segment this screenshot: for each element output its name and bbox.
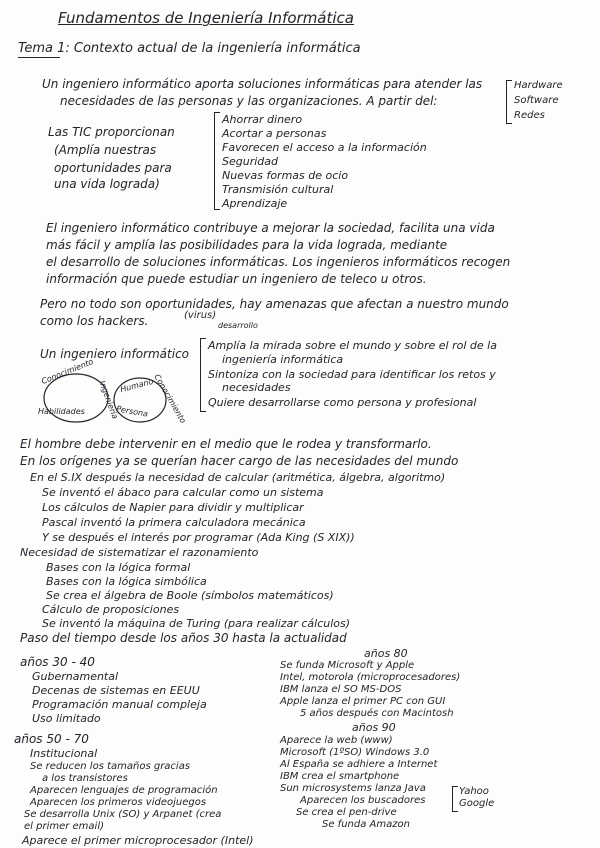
- decade-line: Se funda Amazon: [322, 819, 410, 830]
- engineer-point: Quiere desarrollarse como persona y profesional: [208, 396, 477, 409]
- decade-line: Sun microsystems lanza Java: [280, 783, 426, 794]
- decade-line: Aparecen lenguajes de programación: [30, 785, 218, 796]
- intro-brace-item: Hardware: [514, 80, 563, 91]
- cycle-right-label: Persona: [115, 404, 149, 419]
- paragraph3-note: desarrollo: [218, 321, 258, 330]
- topic-heading: Tema 1: Contexto actual de la ingeniería informática: [18, 41, 361, 56]
- decade-line: Apple lanza el primer PC con GUI: [280, 696, 446, 707]
- paragraph3-line: Pero no todo son oportunidades, hay amenazas que afectan a nuestro mundo: [40, 297, 509, 311]
- decade-line: Aparecen los buscadores: [300, 795, 426, 806]
- decade-line: Aparecen los primeros videojuegos: [30, 797, 207, 808]
- history-line: Pascal inventó la primera calculadora mecánica: [42, 516, 306, 529]
- decade-label: años 80: [364, 647, 408, 660]
- decade-line: Aparece la web (www): [280, 735, 393, 746]
- engineer-point: necesidades: [222, 381, 291, 394]
- tic-item: Ahorrar dinero: [222, 113, 303, 126]
- decade-line: Se crea el pen-drive: [296, 807, 397, 818]
- history-lead: El hombre debe intervenir en el medio que le rodea y transformarlo.: [20, 437, 432, 451]
- decade-line: a los transistores: [42, 773, 128, 784]
- history-line: Los cálculos de Napier para dividir y multiplicar: [42, 501, 304, 514]
- buscadores-brace: [452, 786, 458, 812]
- intro-brace-item: Redes: [514, 110, 545, 121]
- tic-item: Nuevas formas de ocio: [222, 169, 349, 182]
- tic-left-line: (Amplía nuestras: [54, 143, 157, 157]
- decade-label: años 90: [352, 721, 396, 734]
- decade-line: Se funda Microsoft y Apple: [280, 660, 415, 671]
- decade-line: Programación manual compleja: [32, 698, 207, 711]
- decade-final-line: Aparece el primer microprocesador (Intel): [22, 834, 254, 847]
- decade-line: Microsoft (1ºSO) Windows 3.0: [280, 747, 430, 758]
- tic-item: Acortar a personas: [222, 127, 327, 140]
- paragraph2-line: El ingeniero informático contribuye a mejorar la sociedad, facilita una vida: [46, 221, 495, 235]
- history-lead: En los orígenes ya se querían hacer cargo de las necesidades del mundo: [20, 454, 459, 468]
- cycle-right-label: Conocimiento: [152, 372, 188, 425]
- buscadores-item: Google: [459, 798, 495, 809]
- decade-line: Se reducen los tamaños gracias: [30, 761, 191, 772]
- tic-left-line: una vida lograda): [54, 177, 160, 191]
- tic-brace: [214, 112, 220, 210]
- engineer-label: Un ingeniero informático: [40, 347, 190, 361]
- decade-line: IBM crea el smartphone: [280, 771, 400, 782]
- history-line: Bases con la lógica formal: [46, 561, 191, 574]
- decade-label: años 50 - 70: [14, 732, 89, 746]
- history-line: Se crea el álgebra de Boole (símbolos matemáticos): [46, 589, 334, 602]
- paragraph3-note: (virus): [184, 310, 217, 321]
- timeline-heading: Paso del tiempo desde los años 30 hasta la actualidad: [20, 631, 347, 645]
- intro-line-1: Un ingeniero informático aporta soluciones informáticas para atender las: [42, 77, 483, 91]
- decade-line: Al España se adhiere a Internet: [280, 759, 438, 770]
- paragraph2-line: el desarrollo de soluciones informáticas. Los ingenieros informáticos recogen: [46, 255, 511, 269]
- decade-line: Institucional: [30, 747, 98, 760]
- engineer-brace: [200, 338, 206, 412]
- tic-item: Aprendizaje: [222, 197, 288, 210]
- paragraph2-line: información que puede estudiar un ingeniero de teleco u otros.: [46, 272, 427, 286]
- topic-underline: [18, 57, 60, 58]
- history-line: Se inventó el ábaco para calcular como un sistema: [42, 486, 324, 499]
- decade-line: Se desarrolla Unix (SO) y Arpanet (crea: [24, 809, 222, 820]
- history-line: Necesidad de sistematizar el razonamiento: [20, 546, 259, 559]
- cycle-left-label: Conocimiento: [40, 357, 95, 387]
- history-line: En el S.IX después la necesidad de calcular (aritmética, álgebra, algoritmo): [30, 471, 446, 484]
- tic-left-line: Las TIC proporcionan: [48, 125, 175, 139]
- paragraph2-line: más fácil y amplía las posibilidades para la vida lograda, mediante: [46, 238, 448, 252]
- history-line: Y se después el interés por programar (Ada King (S XIX)): [42, 531, 355, 544]
- tic-item: Favorecen el acceso a la información: [222, 141, 427, 154]
- decade-line: Gubernamental: [32, 670, 119, 683]
- engineer-point: Sintoniza con la sociedad para identificar los retos y: [208, 368, 496, 381]
- decade-line: Uso limitado: [32, 712, 101, 725]
- decade-label: años 30 - 40: [20, 655, 95, 669]
- engineer-point: Amplía la mirada sobre el mundo y sobre el rol de la: [208, 339, 497, 352]
- cycle-left-label: Habilidades: [38, 407, 85, 416]
- buscadores-item: Yahoo: [459, 786, 489, 797]
- cycle-right-label: Humano: [119, 376, 155, 395]
- tic-item: Seguridad: [222, 155, 278, 168]
- decade-line: Intel, motorola (microprocesadores): [280, 672, 461, 683]
- decade-line: Decenas de sistemas en EEUU: [32, 684, 200, 697]
- history-line: Cálculo de proposiciones: [42, 603, 180, 616]
- tic-left-line: oportunidades para: [54, 161, 172, 175]
- intro-brace: [506, 80, 512, 124]
- engineer-point: ingeniería informática: [222, 353, 344, 366]
- decade-line: IBM lanza el SO MS-DOS: [280, 684, 402, 695]
- decade-line: el primer email): [24, 821, 105, 832]
- paragraph3-line: como los hackers.: [40, 314, 149, 328]
- intro-line-2: necesidades de las personas y las organizaciones. A partir del:: [60, 94, 438, 108]
- history-line: Bases con la lógica simbólica: [46, 575, 207, 588]
- cycle-left-label: Ingeniería: [97, 379, 120, 421]
- history-line: Se inventó la máquina de Turing (para realizar cálculos): [42, 617, 351, 630]
- page-title: Fundamentos de Ingeniería Informática: [58, 9, 354, 27]
- decade-line: 5 años después con Macintosh: [300, 708, 454, 719]
- intro-brace-item: Software: [514, 95, 559, 106]
- tic-item: Transmisión cultural: [222, 183, 334, 196]
